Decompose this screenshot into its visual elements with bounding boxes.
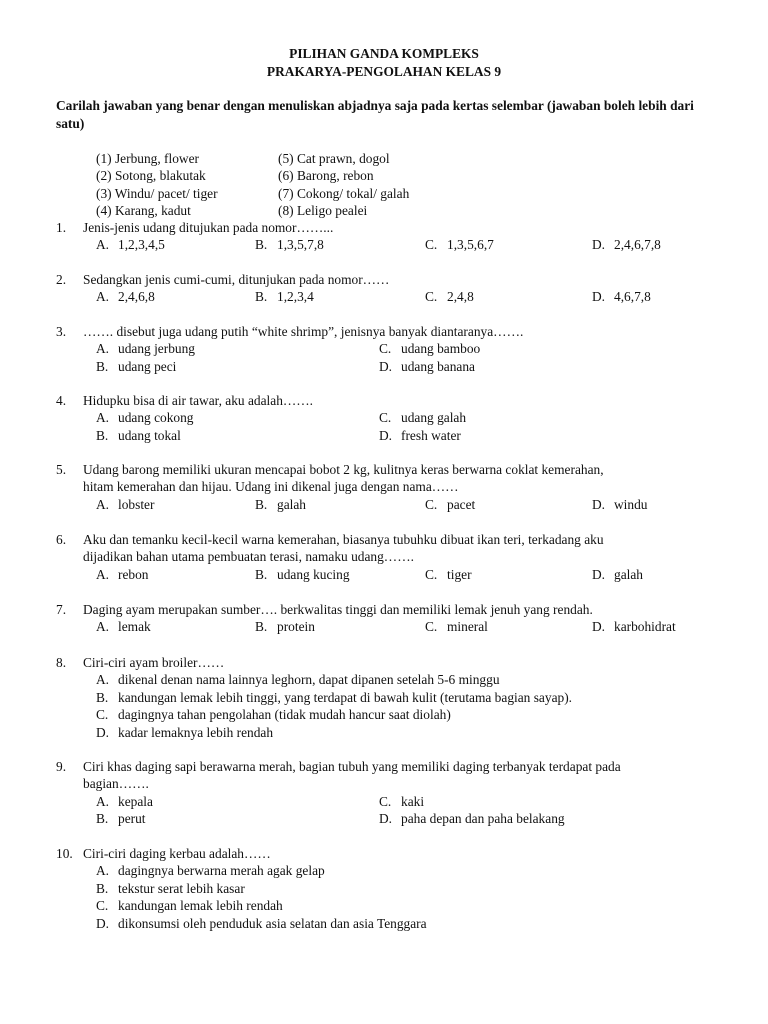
option-d[interactable] xyxy=(96,724,726,741)
question-text: Jenis-jenis udang ditujukan pada nomor……... xyxy=(83,220,334,235)
question-1 xyxy=(56,219,726,254)
option-text: udang banana xyxy=(401,358,475,374)
option-b[interactable] xyxy=(96,810,379,827)
option-text: udang bamboo xyxy=(401,341,481,357)
option-text: tiger xyxy=(447,566,472,582)
option-a[interactable] xyxy=(96,496,255,513)
option-b[interactable] xyxy=(255,236,425,253)
question-4 xyxy=(56,392,726,444)
question-6 xyxy=(56,531,726,583)
option-letter: D. xyxy=(96,724,110,740)
option-letter: D. xyxy=(379,358,393,374)
question-number: 2. xyxy=(56,272,67,287)
question-9 xyxy=(56,758,726,828)
option-text: 1,3,5,7,8 xyxy=(277,237,324,253)
option-a[interactable] xyxy=(96,862,726,879)
option-c[interactable] xyxy=(379,409,679,426)
option-d[interactable] xyxy=(96,915,726,932)
option-text: fresh water xyxy=(401,427,461,443)
option-c[interactable] xyxy=(425,618,592,635)
option-a[interactable] xyxy=(96,566,255,583)
option-letter: C. xyxy=(379,410,392,426)
option-c[interactable] xyxy=(96,706,726,723)
question-number: 7. xyxy=(56,602,67,617)
option-letter: C. xyxy=(425,289,438,305)
option-b[interactable] xyxy=(96,880,726,897)
option-c[interactable] xyxy=(379,340,679,357)
option-letter: A. xyxy=(96,341,110,357)
question-number: 4. xyxy=(56,393,67,408)
option-letter: B. xyxy=(96,811,109,827)
option-a[interactable] xyxy=(96,288,255,305)
question-text: Udang barong memiliki ukuran mencapai bobot 2 kg, kulitnya keras berwarna coklat kemerahan, xyxy=(83,462,604,477)
option-c[interactable] xyxy=(425,566,592,583)
option-text: mineral xyxy=(447,619,488,635)
option-letter: D. xyxy=(592,289,606,305)
legend-item: (3) Windu/ pacet/ tiger xyxy=(96,185,218,201)
question-text: Ciri-ciri daging kerbau adalah…… xyxy=(83,846,271,861)
options-row xyxy=(96,618,726,635)
option-letter: B. xyxy=(96,880,109,896)
option-text: kandungan lemak lebih rendah xyxy=(118,898,283,914)
option-letter: A. xyxy=(96,410,110,426)
option-text: galah xyxy=(614,566,643,582)
option-text: udang kucing xyxy=(277,566,350,582)
legend-item: (5) Cat prawn, dogol xyxy=(278,151,390,166)
question-number: 8. xyxy=(56,655,67,670)
question-7 xyxy=(56,601,726,636)
question-text-cont: hitam kemerahan dan hijau. Udang ini dikenal juga dengan nama…… xyxy=(83,479,459,495)
option-letter: C. xyxy=(425,237,438,253)
option-letter: A. xyxy=(96,863,110,879)
option-text: lobster xyxy=(118,496,155,512)
option-text: kepala xyxy=(118,793,153,809)
option-a[interactable] xyxy=(96,409,379,426)
option-d[interactable] xyxy=(379,358,679,375)
option-letter: A. xyxy=(96,619,110,635)
option-text: 2,4,6,7,8 xyxy=(614,237,661,253)
option-text: udang peci xyxy=(118,358,177,374)
option-text: dikonsumsi oleh penduduk asia selatan dan asia Tenggara xyxy=(118,915,427,931)
options-row xyxy=(96,496,726,513)
option-text: 1,2,3,4 xyxy=(277,289,314,305)
option-d[interactable] xyxy=(592,496,647,513)
option-letter: C. xyxy=(425,496,438,512)
question-number: 1. xyxy=(56,220,67,235)
question-number: 3. xyxy=(56,324,67,339)
option-d[interactable] xyxy=(592,618,676,635)
question-text: Ciri khas daging sapi berawarna merah, bagian tubuh yang memiliki daging terbanyak terdapat pada xyxy=(83,759,621,774)
option-text: dagingnya berwarna merah agak gelap xyxy=(118,863,325,879)
option-c[interactable] xyxy=(379,793,679,810)
question-5 xyxy=(56,461,726,513)
option-text: dagingnya tahan pengolahan (tidak mudah hancur saat diolah) xyxy=(118,707,451,723)
question-3 xyxy=(56,323,726,375)
option-text: kaki xyxy=(401,793,425,809)
question-text: Sedangkan jenis cumi-cumi, ditunjukan pada nomor…… xyxy=(83,272,390,287)
option-letter: D. xyxy=(379,427,393,443)
option-letter: D. xyxy=(592,496,606,512)
question-10 xyxy=(56,845,726,932)
option-text: lemak xyxy=(118,619,151,635)
option-b[interactable] xyxy=(255,496,425,513)
option-d[interactable] xyxy=(592,566,643,583)
question-text: Daging ayam merupakan sumber…. berkwalitas tinggi dan memiliki lemak jenuh yang rendah. xyxy=(83,602,593,617)
worksheet-subtitle: PRAKARYA-PENGOLAHAN KELAS 9 xyxy=(266,64,502,79)
option-text: pacet xyxy=(447,496,476,512)
option-c[interactable] xyxy=(425,236,592,253)
option-letter: C. xyxy=(379,341,392,357)
option-text: 1,3,5,6,7 xyxy=(447,237,494,253)
question-text: Aku dan temanku kecil-kecil warna kemerahan, biasanya tubuhku dibuat ikan teri, terkadang aku xyxy=(83,532,604,547)
option-d[interactable] xyxy=(379,810,679,827)
option-text: paha depan dan paha belakang xyxy=(401,811,565,827)
option-letter: C. xyxy=(379,793,392,809)
worksheet-title: PILIHAN GANDA KOMPLEKS xyxy=(289,46,479,61)
question-text: Ciri-ciri ayam broiler…… xyxy=(83,655,225,670)
option-letter: C. xyxy=(96,898,109,914)
options-list xyxy=(96,862,726,932)
option-letter: A. xyxy=(96,566,110,582)
legend-item: (7) Cokong/ tokal/ galah xyxy=(278,185,410,201)
option-c[interactable] xyxy=(425,496,592,513)
option-b[interactable] xyxy=(255,288,425,305)
option-letter: A. xyxy=(96,672,110,688)
options-list xyxy=(96,671,726,741)
option-d[interactable] xyxy=(379,427,679,444)
legend-item: (8) Leligo pealei xyxy=(278,203,368,219)
option-letter: B. xyxy=(255,289,268,305)
question-8 xyxy=(56,654,726,741)
option-text: kandungan lemak lebih tinggi, yang terdapat di bawah kulit (terutama bagian sayap). xyxy=(118,689,573,705)
option-text: rebon xyxy=(118,566,149,582)
option-letter: A. xyxy=(96,496,110,512)
option-letter: A. xyxy=(96,793,110,809)
option-text: windu xyxy=(614,496,648,512)
question-number: 5. xyxy=(56,462,67,477)
question-2 xyxy=(56,271,726,306)
option-letter: B. xyxy=(255,237,268,253)
option-a[interactable] xyxy=(96,793,379,810)
option-text: kadar lemaknya lebih rendah xyxy=(118,724,274,740)
option-letter: C. xyxy=(425,619,438,635)
option-letter: B. xyxy=(255,496,268,512)
question-text-cont: bagian……. xyxy=(83,776,149,792)
option-letter: B. xyxy=(255,619,268,635)
option-a[interactable] xyxy=(96,340,379,357)
options-grid xyxy=(96,793,726,828)
option-text: udang galah xyxy=(401,410,467,426)
option-text: udang cokong xyxy=(118,410,194,426)
options-row xyxy=(96,288,726,305)
option-a[interactable] xyxy=(96,671,726,688)
question-text: Hidupku bisa di air tawar, aku adalah……. xyxy=(83,393,314,408)
option-a[interactable] xyxy=(96,618,255,635)
option-text: 2,4,6,8 xyxy=(118,289,155,305)
option-text: udang tokal xyxy=(118,427,181,443)
question-number: 9. xyxy=(56,759,67,774)
option-letter: C. xyxy=(425,566,438,582)
option-letter: A. xyxy=(96,237,110,253)
option-text: galah xyxy=(277,496,306,512)
option-letter: D. xyxy=(592,237,606,253)
option-text: karbohidrat xyxy=(614,619,676,635)
legend-item: (1) Jerbung, flower xyxy=(96,151,199,166)
option-b[interactable] xyxy=(255,618,425,635)
option-letter: A. xyxy=(96,289,110,305)
option-text: udang jerbung xyxy=(118,341,195,357)
options-row xyxy=(96,236,726,253)
option-a[interactable] xyxy=(96,236,255,253)
option-text: tekstur serat lebih kasar xyxy=(118,880,245,896)
legend-item: (2) Sotong, blakutak xyxy=(96,168,206,184)
option-letter: D. xyxy=(379,811,393,827)
option-letter: D. xyxy=(592,566,606,582)
options-grid xyxy=(96,409,726,444)
option-letter: B. xyxy=(96,689,109,705)
option-letter: B. xyxy=(96,427,109,443)
option-d[interactable] xyxy=(592,236,661,253)
legend-item: (4) Karang, kadut xyxy=(96,203,191,219)
option-b[interactable] xyxy=(96,427,379,444)
option-b[interactable] xyxy=(255,566,425,583)
option-text: dikenal denan nama lainnya leghorn, dapat dipanen setelah 5-6 minggu xyxy=(118,672,500,688)
option-c[interactable] xyxy=(96,897,726,914)
option-c[interactable] xyxy=(425,288,592,305)
option-text: perut xyxy=(118,811,146,827)
option-d[interactable] xyxy=(592,288,651,305)
question-text-cont: dijadikan bahan utama pembuatan terasi, namaku udang……. xyxy=(83,549,414,565)
option-b[interactable] xyxy=(96,358,379,375)
option-text: protein xyxy=(277,619,315,635)
options-grid xyxy=(96,340,726,375)
question-number: 10. xyxy=(56,846,73,861)
option-text: 2,4,8 xyxy=(447,289,474,305)
option-letter: C. xyxy=(96,707,109,723)
legend-item: (6) Barong, rebon xyxy=(278,168,374,184)
question-text: ……. disebut juga udang putih “white shrimp”, jenisnya banyak diantaranya……. xyxy=(83,324,524,339)
instruction-text: Carilah jawaban yang benar dengan menuliskan abjadnya saja pada kertas selembar (jawaban boleh lebih dari satu) xyxy=(56,98,694,131)
option-letter: D. xyxy=(96,915,110,931)
option-text: 4,6,7,8 xyxy=(614,289,651,305)
option-b[interactable] xyxy=(96,689,726,706)
question-number: 6. xyxy=(56,532,67,547)
option-letter: B. xyxy=(255,566,268,582)
answer-key-legend xyxy=(96,150,456,220)
option-text: 1,2,3,4,5 xyxy=(118,237,165,253)
options-row xyxy=(96,566,726,583)
option-letter: B. xyxy=(96,358,109,374)
option-letter: D. xyxy=(592,619,606,635)
